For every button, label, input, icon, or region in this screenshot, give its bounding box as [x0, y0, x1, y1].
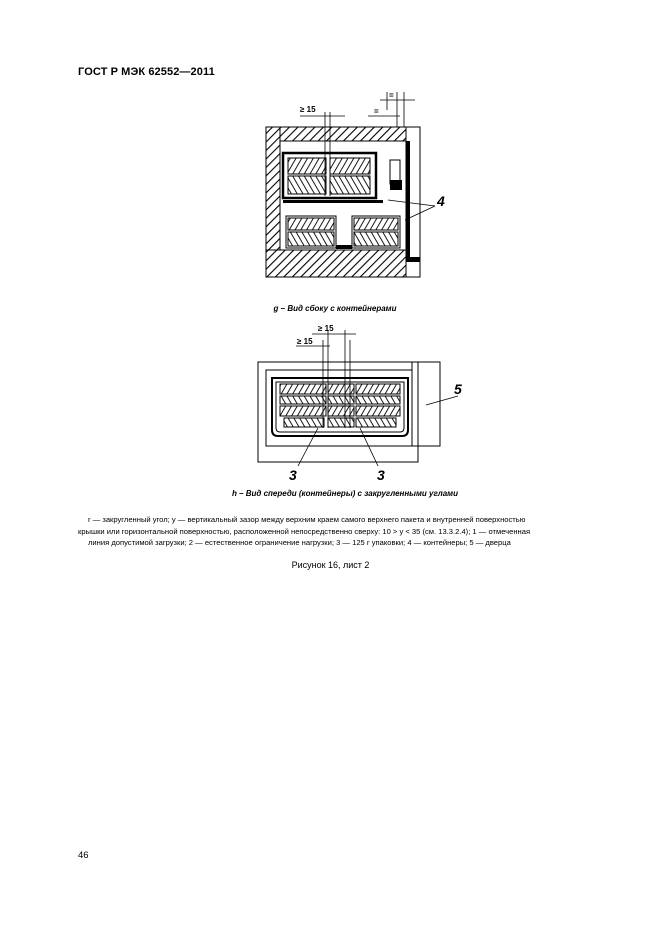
figure-g-caption: g – Вид сбоку с контейнерами: [273, 304, 397, 313]
legend-line-3: линия допустимой загрузки; 2 — естественное ограничение нагрузки; 3 — 125 г упаковки; 4 — контейнеры; 5 — дверца: [88, 538, 511, 547]
dim-ge15-h-left: ≥ 15: [297, 337, 313, 346]
figure-legend: [78, 514, 600, 549]
callout-4: 4: [437, 193, 445, 209]
figure-h-caption: h – Вид спереди (контейнеры) с закругленными углами: [231, 489, 458, 498]
callout-3-right: 3: [377, 467, 385, 483]
document-header: ГОСТ Р МЭК 62552—2011: [78, 66, 215, 78]
dim-ge15-h-top: ≥ 15: [318, 324, 334, 333]
page-number: 46: [78, 850, 89, 861]
callout-5: 5: [454, 381, 462, 397]
dim-eq-g: =: [389, 91, 394, 100]
dim-ge15-g: ≥ 15: [300, 105, 316, 114]
figure-h-front-view: [258, 324, 462, 483]
figure-g-side-view: [266, 91, 445, 277]
dim-eq2-g: =: [374, 107, 379, 116]
figure-title: Рисунок 16, лист 2: [291, 560, 370, 570]
legend-line-1: r — закругленный угол; y — вертикальный зазор между верхним краем самого верхнего пакета и внутренней поверхностью: [88, 515, 526, 524]
legend-line-2: крышки или горизонтальной поверхностью, расположенной непосредственно сверху: 10 > y < 35 (см. 13.3.2.4); 1 — отмеченная: [78, 526, 531, 536]
callout-3-left: 3: [289, 467, 297, 483]
